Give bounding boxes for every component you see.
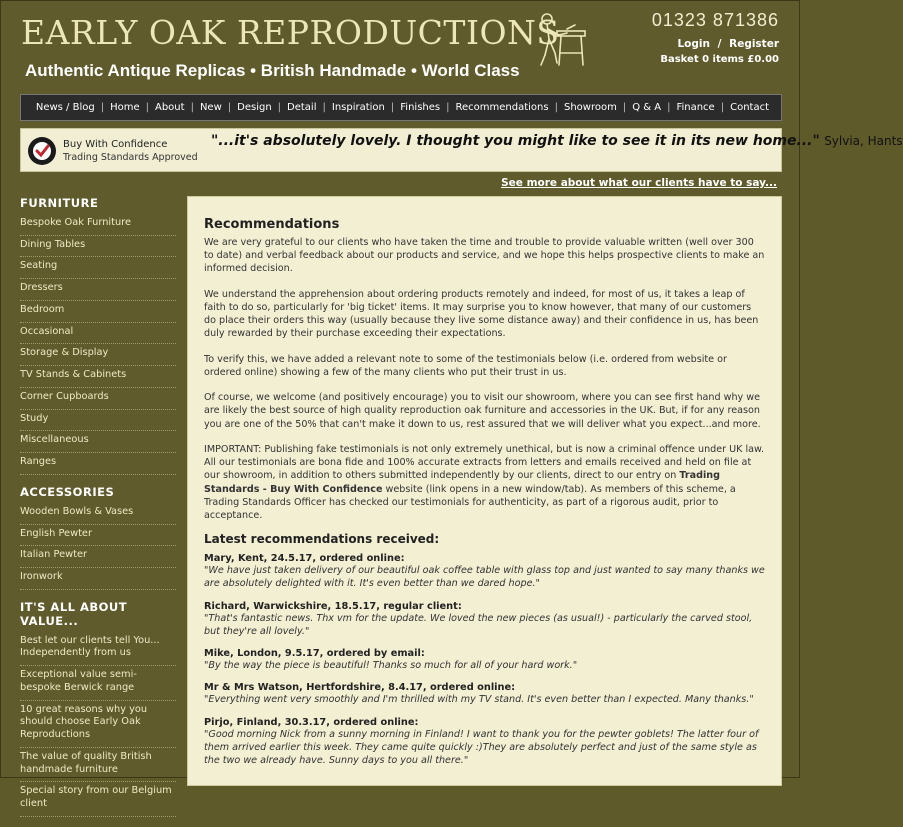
recommendation-author: Pirjo, Finland, 30.3.17, ordered online:: [204, 716, 419, 728]
nav-separator: |: [100, 102, 105, 113]
value-heading: IT'S ALL ABOUT VALUE...: [20, 599, 128, 628]
recommendation-item: [204, 553, 765, 590]
sidebar-item-bespoke-oak-furniture[interactable]: Bespoke Oak Furniture: [20, 214, 176, 236]
nav-separator: |: [554, 102, 558, 113]
main-content: [187, 196, 782, 786]
sidebar-item-miscellaneous[interactable]: Miscellaneous: [20, 431, 176, 453]
recommendation-author: Richard, Warwickshire, 18.5.17, regular client:: [204, 600, 462, 612]
nav-separator: |: [190, 102, 194, 113]
recommendation-text: "By the way the piece is beautiful! Thanks so much for all of your hard work.": [204, 660, 578, 672]
account-divider: /: [717, 38, 722, 50]
sidebar-item-client-testimonials[interactable]: Best let our clients tell You... Independently from us: [20, 632, 176, 666]
login-link[interactable]: Login: [677, 38, 710, 50]
featured-quote: [211, 133, 903, 149]
latest-heading: Latest recommendations received:: [204, 532, 440, 547]
sidebar-item-tv-stands[interactable]: TV Stands & Cabinets: [20, 366, 176, 388]
nav-recommendations[interactable]: Recommendations: [455, 102, 549, 113]
accessories-heading: ACCESSORIES: [20, 484, 115, 499]
recommendation-text: "Good morning Nick from a sunny morning in Finland! I want to thank you for the pewter goblets! The latter four of them arrived earlier this week. They came quite quickly :)They are absolutely perfect and just of the same style as the two we already have. Sunny days to you all there.": [204, 728, 759, 767]
nav-detail[interactable]: Detail: [287, 102, 317, 113]
nav-separator: |: [446, 102, 450, 113]
craftsman-at-bench-icon: [527, 9, 589, 71]
see-more-testimonials-link[interactable]: See more about what our clients have to say...: [501, 177, 777, 189]
nav-finishes[interactable]: Finishes: [400, 102, 441, 113]
trading-standards-seal-icon[interactable]: [27, 136, 57, 166]
sidebar-item-study[interactable]: Study: [20, 410, 176, 432]
sidebar-item-dining-tables[interactable]: Dining Tables: [20, 236, 176, 258]
recommendation-author: Mary, Kent, 24.5.17, ordered online:: [204, 553, 405, 565]
register-link[interactable]: Register: [729, 38, 779, 50]
nav-new[interactable]: New: [199, 102, 222, 113]
nav-design[interactable]: Design: [237, 102, 272, 113]
site-tagline: Authentic Antique Replicas • British Handmade • World Class: [25, 61, 520, 80]
sidebar-item-bedroom[interactable]: Bedroom: [20, 301, 176, 323]
page-title: Recommendations: [204, 217, 340, 232]
quote-author: Sylvia, Hants: [824, 134, 903, 148]
sidebar-item-english-pewter[interactable]: English Pewter: [20, 525, 176, 547]
recommendation-author: Mike, London, 9.5.17, ordered by email:: [204, 648, 425, 660]
intro-paragraph: We are very grateful to our clients who have taken the time and trouble to provide valuable written (well over 300 to date) and verbal feedback about our products and service, and we hope this helps prospective clients to make an informed decision.: [204, 237, 765, 275]
sidebar-item-berwick-range[interactable]: Exceptional value semi-bespoke Berwick range: [20, 666, 176, 700]
sidebar-item-wooden-bowls[interactable]: Wooden Bowls & Vases: [20, 503, 176, 525]
sidebar-item-ironwork[interactable]: Ironwork: [20, 568, 176, 590]
trading-standards-subtitle: Trading Standards Approved: [63, 152, 198, 163]
nav-finance[interactable]: Finance: [676, 102, 715, 113]
phone-number[interactable]: 01323 871386: [651, 10, 779, 30]
nav-separator: |: [667, 102, 671, 113]
important-text-a: IMPORTANT: Publishing fake testimonials is not only extremely unethical, but is now a criminal offence under UK law. All our testimonials are bona fide and 100% accurate extracts from letters and emails received and held on file at our showroom, in addition to others submitted independently by our clients, direct to our entry on: [204, 443, 765, 482]
nav-separator: |: [390, 102, 395, 113]
recommendation-item: [204, 648, 765, 672]
verify-paragraph: To verify this, we have added a relevant note to some of the testimonials below (i.e. ordered from website or ordered online) showing a few of the many clients who put their trust in us.: [204, 353, 727, 378]
basket-summary[interactable]: Basket 0 items £0.00: [660, 54, 779, 65]
furniture-heading: FURNITURE: [20, 196, 99, 210]
recommendation-text: "That's fantastic news. Thx vm for the update. We loved the new pieces (as usual!) - particularly the carved stool, but they're all lovely.": [204, 612, 753, 637]
sidebar-item-ten-reasons[interactable]: 10 great reasons why you should choose Early Oak Reproductions: [20, 701, 176, 748]
recommendation-text: "We have just taken delivery of our beautiful oak coffee table with glass top and just wanted to say many thanks we are absolutely delighted with it. It's even better than we dared hope.": [204, 565, 765, 590]
sidebar-item-seating[interactable]: Seating: [20, 257, 176, 279]
important-text-b: website (link opens in a new window/tab). As members of this scheme, a Trading Standards Officer has checked our testimonials for authenticity, as part of a rigorous audit, prior to acceptance.: [204, 483, 736, 521]
nav-showroom[interactable]: Showroom: [563, 102, 617, 113]
nav-contact[interactable]: Contact: [730, 102, 769, 113]
nav-news-blog[interactable]: News / Blog: [35, 102, 95, 113]
sidebar: [20, 196, 176, 827]
sidebar-item-corner-cupboards[interactable]: Corner Cupboards: [20, 388, 176, 410]
apprehension-paragraph: We understand the apprehension about ordering products remotely and indeed, for most of us, it takes a leap of faith to do so, particularly for 'big ticket' items. It may surprise you to know however, that many of our customers do place their orders this way (usually because they live some distance away) and their confidence in us, has been duly rewarded by their purchase exceeding their expectations.: [204, 288, 759, 340]
sidebar-item-dressers[interactable]: Dressers: [20, 279, 176, 301]
accessories-group: [20, 485, 176, 590]
quote-text: "...it's absolutely lovely. I thought you might like to see it in its new home...": [211, 133, 820, 149]
nav-separator: |: [145, 102, 149, 113]
nav-separator: |: [227, 102, 232, 113]
nav-inspiration[interactable]: Inspiration: [331, 102, 385, 113]
recommendation-item: [204, 682, 765, 706]
site-title[interactable]: EARLY OAK REPRODUCTIONS: [21, 13, 560, 52]
recommendation-author: Mr & Mrs Watson, Hertfordshire, 8.4.17, ordered online:: [204, 682, 516, 694]
sidebar-item-ranges[interactable]: Ranges: [20, 453, 176, 475]
recommendation-item: [204, 601, 765, 638]
nav-qa[interactable]: Q & A: [632, 102, 662, 113]
showroom-paragraph: Of course, we welcome (and positively encourage) you to visit our showroom, where you can see first hand why we are likely the best source of high quality reproduction oak furniture and accessories in the UK. But, if for any reason you are one of the 50% that can't make it down to us, rest assured that we will deliver what you expect...and more.: [204, 392, 761, 430]
sidebar-item-belgium-story[interactable]: Special story from our Belgium client: [20, 782, 176, 816]
nav-separator: |: [720, 102, 725, 113]
recommendation-item: [204, 717, 765, 768]
trading-standards-link[interactable]: Trading Standards - Buy With Confidence: [204, 470, 720, 495]
trust-bar: [20, 128, 903, 172]
nav-separator: |: [322, 102, 326, 113]
main-nav: [20, 94, 782, 121]
buy-with-confidence-title[interactable]: Buy With Confidence: [63, 139, 168, 150]
sidebar-item-occasional[interactable]: Occasional: [20, 323, 176, 345]
recommendation-text: "Everything went very smoothly and I'm thrilled with my TV stand. It's even better than I expected. Many thanks.": [204, 694, 754, 706]
sidebar-item-value-british[interactable]: The value of quality British handmade furniture: [20, 748, 176, 782]
furniture-group: [20, 196, 176, 475]
nav-about[interactable]: About: [154, 102, 185, 113]
sidebar-item-italian-pewter[interactable]: Italian Pewter: [20, 546, 176, 568]
nav-home[interactable]: Home: [110, 102, 140, 113]
sidebar-item-storage-display[interactable]: Storage & Display: [20, 344, 176, 366]
important-paragraph: [204, 443, 765, 522]
value-group: [20, 600, 176, 817]
nav-separator: |: [622, 102, 627, 113]
nav-separator: |: [277, 102, 282, 113]
account-links: [677, 38, 779, 50]
